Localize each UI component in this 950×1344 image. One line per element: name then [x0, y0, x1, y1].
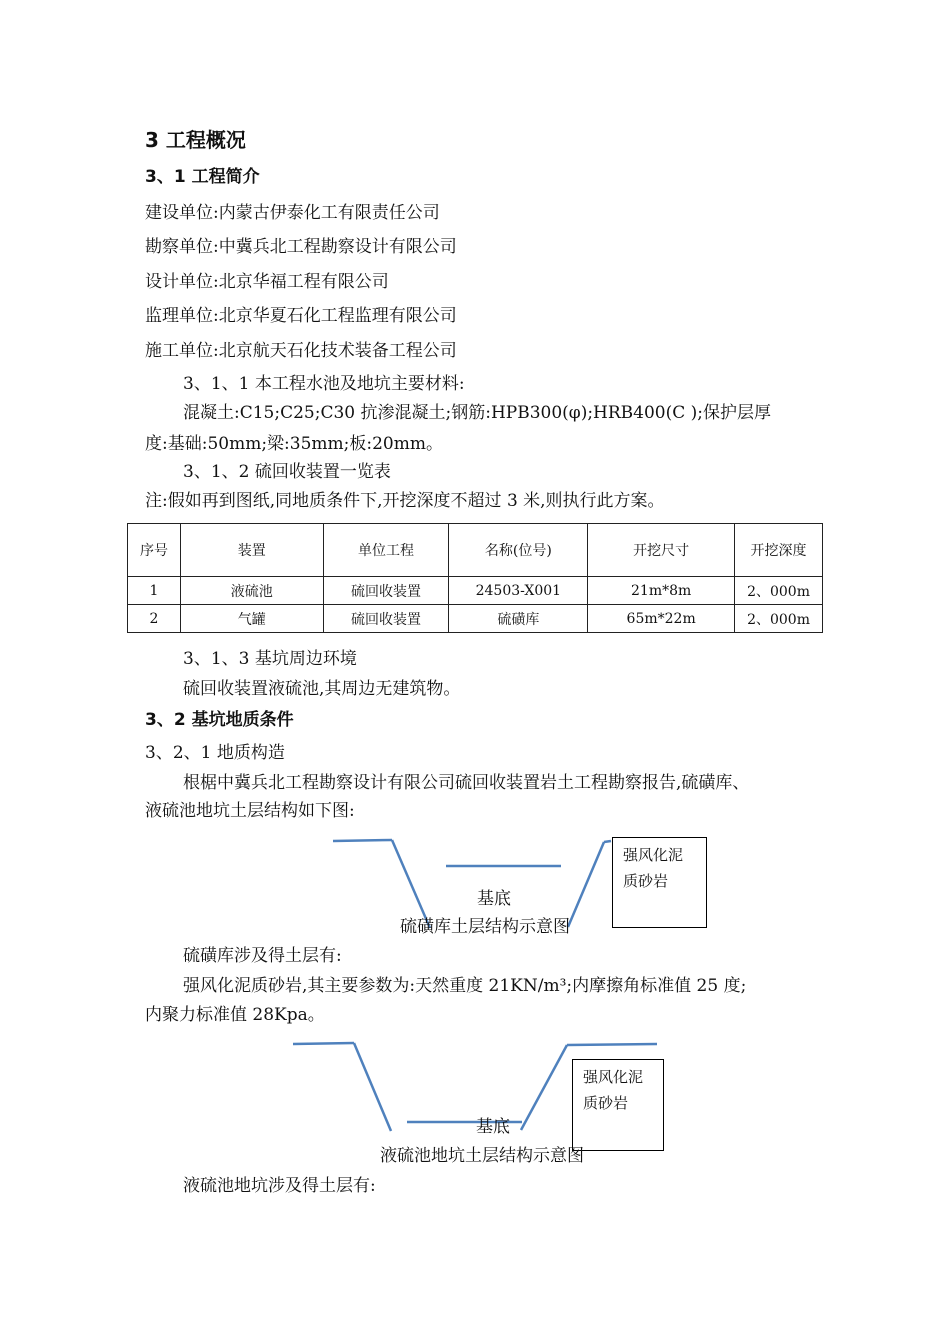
environment-text: 硫回收装置液硫池,其周边无建筑物。	[183, 679, 461, 699]
params-line-1: 强风化泥质砂岩,其主要参数为:天然重度 21KN/m³;内摩擦角标准值 25 度;	[183, 976, 747, 996]
table-header-row	[128, 524, 823, 577]
section-title-3: 3 工程概况	[145, 128, 246, 152]
subsection-3-1-3: 3、1、3 基坑周边环境	[183, 649, 357, 669]
unit-construct: 施工单位:北京航天石化技术装备工程公司	[145, 341, 457, 361]
table-cell: 65m*22m	[588, 605, 735, 633]
slope-left	[354, 1043, 391, 1131]
diagram-caption-2: 液硫池地坑土层结构示意图	[380, 1146, 584, 1166]
soil-box-text: 强风化泥	[623, 846, 684, 864]
ground-line-right	[567, 1044, 657, 1045]
table-header-cell: 序号	[128, 524, 181, 577]
soil-box-2	[572, 1059, 664, 1151]
table-header-cell: 名称(位号)	[449, 524, 588, 577]
table-header-cell: 开挖尺寸	[588, 524, 735, 577]
ground-line-right	[604, 841, 611, 842]
table-header-cell: 装置	[180, 524, 323, 577]
base-label-2: 基底	[476, 1117, 510, 1137]
subsection-3-2-1: 3、2、1 地质构造	[145, 743, 285, 763]
table-row	[128, 605, 823, 633]
ground-line-left	[333, 840, 392, 841]
slope-right	[521, 1045, 567, 1130]
materials-line-1: 混凝土:C15;C25;C30 抗渗混凝土;钢筋:HPB300(φ);HRB400(C );保护层厚	[183, 403, 772, 423]
section-title-3-2: 3、2 基坑地质条件	[145, 710, 294, 730]
geology-line-1: 根椐中冀兵北工程勘察设计有限公司硫回收装置岩土工程勘察报告,硫磺库、	[183, 773, 750, 793]
table-header-cell: 开挖深度	[735, 524, 823, 577]
materials-line-2: 度:基础:50mm;梁:35mm;板:20mm。	[145, 434, 443, 454]
device-table	[127, 523, 823, 633]
table-header-cell: 单位工程	[323, 524, 449, 577]
base-label-1: 基底	[477, 889, 511, 909]
params-line-2: 内聚力标准值 28Kpa。	[145, 1005, 325, 1025]
ground-line-left	[293, 1043, 354, 1044]
table-cell: 硫回收装置	[323, 577, 449, 605]
table-cell: 21m*8m	[588, 577, 735, 605]
soil-box-text: 质砂岩	[623, 872, 669, 890]
slope-right	[568, 842, 604, 927]
soil-box-text: 质砂岩	[583, 1094, 629, 1112]
unit-survey: 勘察单位:中冀兵北工程勘察设计有限公司	[145, 237, 457, 257]
table-cell: 硫回收装置	[323, 605, 449, 633]
soil-box-1	[612, 837, 707, 928]
diagram-caption-1: 硫磺库土层结构示意图	[400, 917, 570, 937]
table-cell: 2、000m	[735, 577, 823, 605]
unit-design: 设计单位:北京华福工程有限公司	[145, 272, 389, 292]
table-cell: 1	[128, 577, 181, 605]
geology-line-2: 液硫池地坑土层结构如下图:	[145, 801, 355, 821]
subsection-3-1-2: 3、1、2 硫回收装置一览表	[183, 462, 391, 482]
layers-heading-2: 液硫池地坑涉及得土层有:	[183, 1176, 376, 1196]
table-cell: 硫磺库	[449, 605, 588, 633]
layers-heading-1: 硫磺库涉及得土层有:	[183, 946, 342, 966]
table-cell: 2、000m	[735, 605, 823, 633]
unit-supervise: 监理单位:北京华夏石化工程监理有限公司	[145, 306, 457, 326]
note: 注:假如再到图纸,同地质条件下,开挖深度不超过 3 米,则执行此方案。	[145, 491, 665, 511]
table-cell: 2	[128, 605, 181, 633]
table-cell: 气罐	[180, 605, 323, 633]
table-cell: 24503-X001	[449, 577, 588, 605]
unit-build: 建设单位:内蒙古伊泰化工有限责任公司	[145, 203, 440, 223]
table-row	[128, 577, 823, 605]
soil-box-text: 强风化泥	[583, 1068, 644, 1086]
subsection-3-1-1: 3、1、1 本工程水池及地坑主要材料:	[183, 374, 465, 394]
table-cell: 液硫池	[180, 577, 323, 605]
section-title-3-1: 3、1 工程简介	[145, 167, 260, 187]
